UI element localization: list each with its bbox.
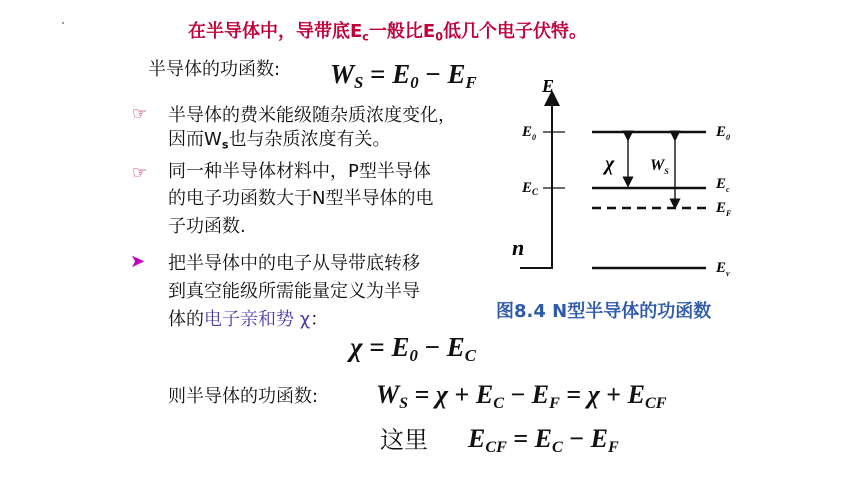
eq-chi-chi: χ — [350, 332, 363, 362]
eq3-subf: F — [607, 438, 619, 456]
pointing-hand-icon: ☞ — [132, 104, 148, 124]
eq2-w: W — [376, 380, 400, 409]
header-sub1: c — [362, 30, 369, 44]
bullet-2-line1: 同一种半导体材料中，P型半导体 — [168, 161, 431, 182]
eq3-e2: E — [534, 424, 553, 453]
axis-e-label: E — [542, 76, 555, 96]
eq2-subc: C — [493, 394, 504, 412]
arrow-bullet-icon: ➤ — [130, 251, 146, 272]
eq2-e2: E — [531, 380, 550, 409]
right-ec-label: $E_c$ — [716, 176, 730, 194]
header-sub2: 0 — [435, 30, 443, 44]
ws-diagram-label: $W_S$ — [650, 157, 669, 176]
eq-ws-s: S — [354, 73, 364, 93]
eq-chi-e: E — [391, 332, 410, 362]
eq2-chi2: χ — [587, 380, 600, 409]
eq2-e: E — [475, 380, 494, 409]
equation-ws-full — [376, 378, 666, 421]
eq3-eq: = — [506, 424, 535, 453]
eq2-minus: − — [503, 380, 532, 409]
header-part1: 在半导体中，导带底E — [188, 21, 363, 42]
bullet-1-line2b: 也与杂质浓度有关。 — [228, 129, 391, 150]
eq3-e: E — [468, 424, 486, 453]
eq-ws-e: E — [392, 59, 411, 89]
here-label: 这里 — [380, 426, 428, 454]
header-part2: 一般比E — [368, 21, 436, 42]
eq2-subcf: CF — [644, 394, 667, 412]
eq-ws-e2: E — [447, 59, 466, 89]
eq2-eq2: = — [559, 380, 588, 409]
header-statement — [188, 20, 587, 49]
workfunction-label: 半导体的功函数: — [148, 59, 281, 80]
eq2-e3: E — [627, 380, 645, 409]
chi-label: χ — [605, 153, 615, 175]
eq3-subcf: CF — [485, 438, 507, 456]
eq2-s: S — [399, 394, 409, 412]
arrow-item-line2: 到真空能级所需能量定义为半导 — [168, 281, 420, 302]
eq3-subc: C — [552, 438, 563, 456]
eq-chi-subc: C — [464, 346, 476, 366]
eq3-e3: E — [590, 424, 608, 453]
eq2-eq: = — [408, 380, 436, 409]
eq2-chi: χ — [435, 380, 449, 409]
arrow-item-line3c: ： — [310, 309, 329, 330]
arrow-item-line3a: 体的 — [168, 309, 204, 330]
left-ec-label: $E_C$ — [522, 180, 539, 197]
bullet-1-line2 — [168, 128, 390, 157]
eq-chi-eq: = — [362, 332, 392, 362]
energy-band-diagram — [500, 70, 760, 285]
axis-n-label: n — [512, 235, 525, 260]
left-e0-label: $E_0$ — [522, 124, 537, 142]
equation-chi — [350, 330, 476, 373]
right-ef-label: $E_F$ — [716, 200, 732, 218]
figure-caption: 图8.4 N型半导体的功函数 — [496, 301, 712, 322]
arrow-item-line1: 把半导体中的电子从导带底转移 — [168, 253, 420, 274]
eq-ws-minus: − — [418, 59, 448, 89]
eq-chi-minus: − — [417, 332, 447, 362]
eq-chi-e2: E — [446, 332, 465, 362]
eq3-minus: − — [562, 424, 591, 453]
right-ev-label: $E_v$ — [716, 260, 730, 278]
eq2-plus2: + — [599, 380, 628, 409]
bullet-2-line3: 子功函数. — [168, 216, 246, 237]
bullet-1-line2a: 因而W — [168, 129, 222, 150]
pointing-hand-icon: ☞ — [132, 163, 148, 183]
equation-ws — [330, 58, 477, 99]
eq2-subf: F — [549, 394, 560, 412]
ws-label: 则半导体的功函数: — [168, 386, 319, 407]
equation-ecf — [468, 422, 619, 465]
eq-chi-sub0: 0 — [409, 346, 418, 366]
arrow-item-line3 — [168, 308, 328, 332]
bullet-1-line1: 半导体的费米能级随杂质浓度变化， — [168, 105, 456, 126]
right-e0-label: $E_0$ — [716, 124, 731, 142]
bullet-1-line2sub: s — [221, 138, 229, 152]
bullet-2-line2: 的电子功函数大于N型半导体的电 — [168, 188, 434, 209]
header-part3: 低几个电子伏特。 — [442, 21, 587, 42]
eq-ws-sub0: 0 — [410, 73, 419, 93]
eq-ws-w: W — [330, 59, 355, 89]
electron-affinity-term: 电子亲和势 χ — [204, 309, 311, 330]
corner-dot — [62, 22, 64, 24]
eq-ws-subf: F — [465, 73, 477, 93]
eq-ws-eq: = — [363, 59, 393, 89]
eq2-plus: + — [448, 380, 476, 409]
